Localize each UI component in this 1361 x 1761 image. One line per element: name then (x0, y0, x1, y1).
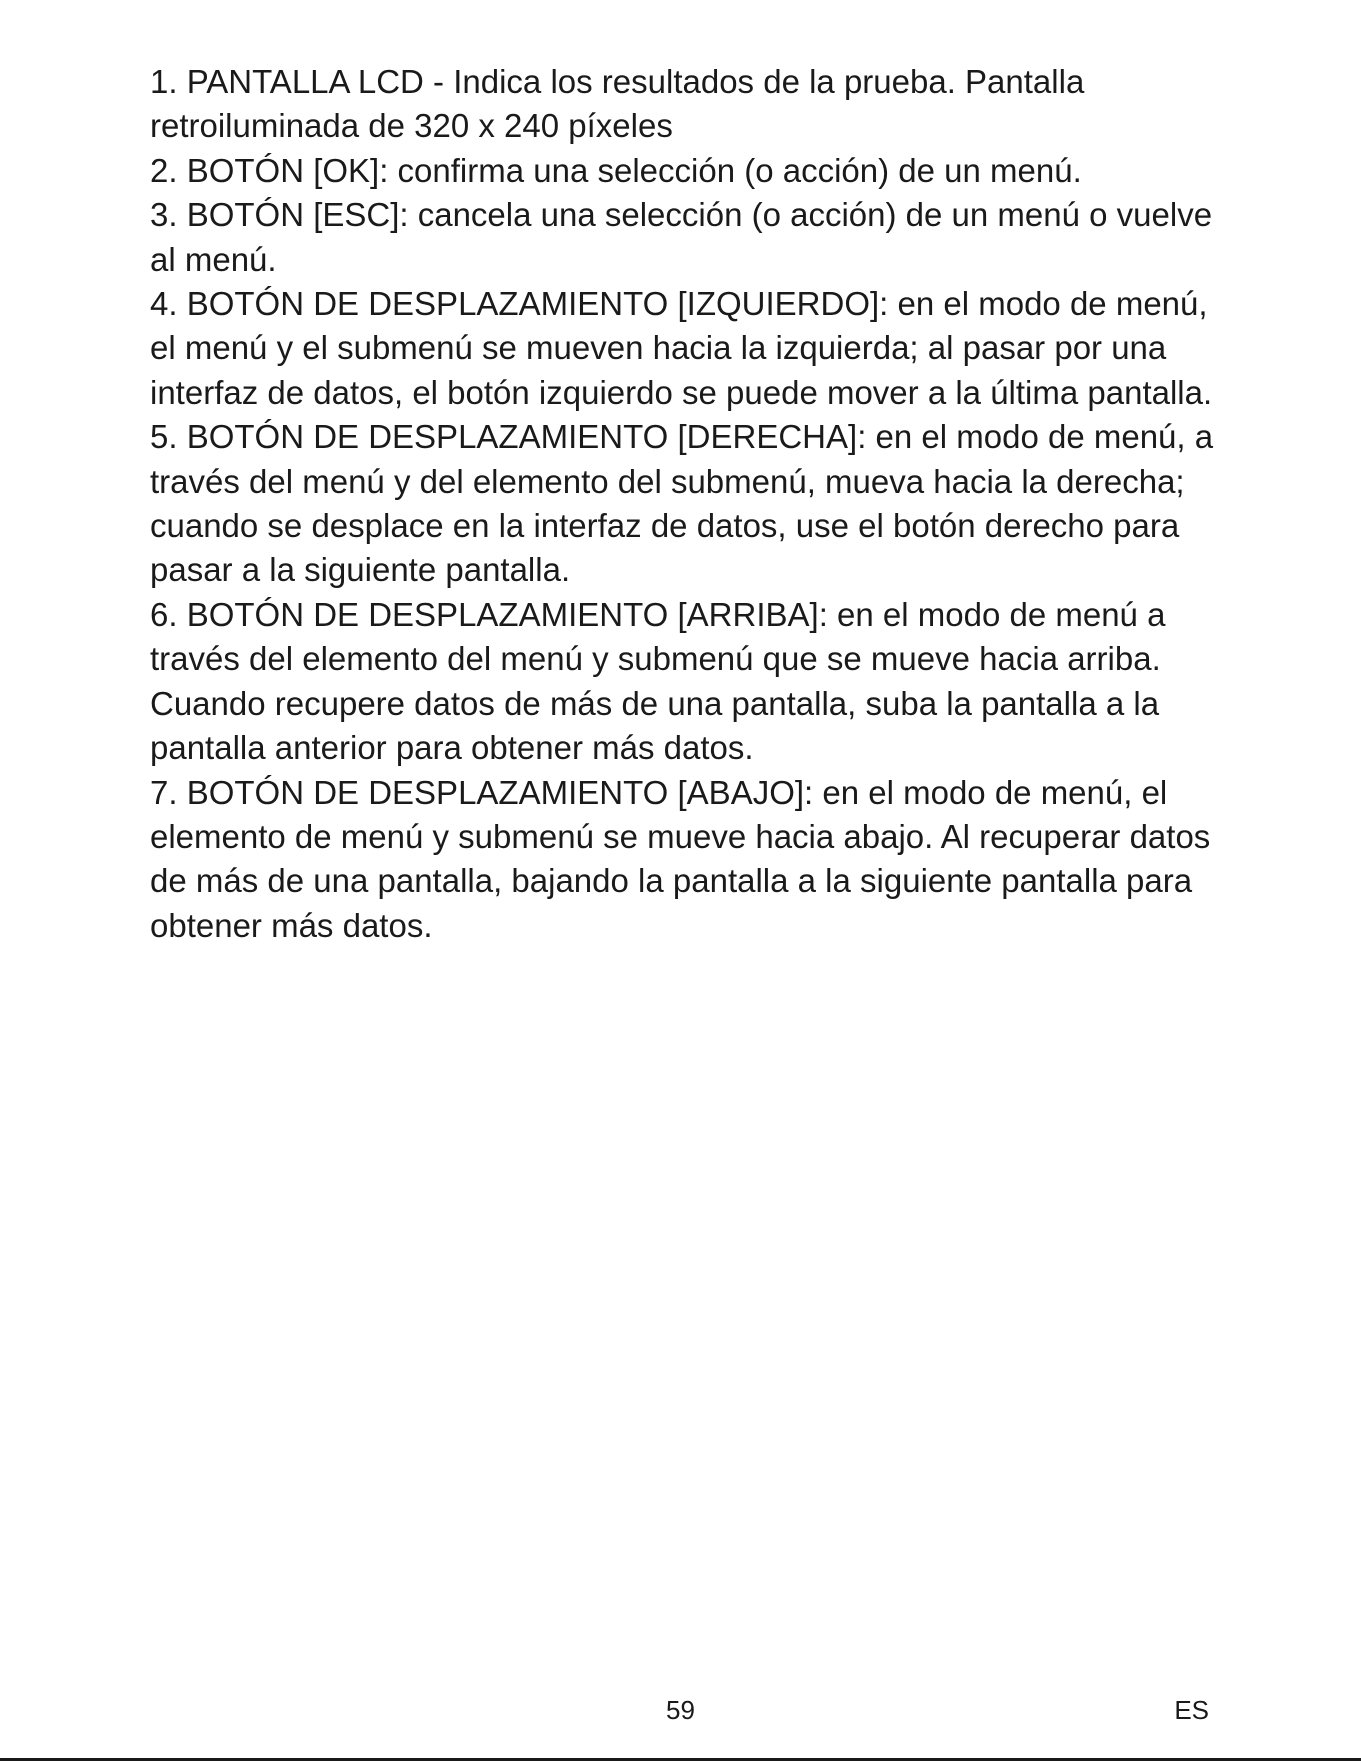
language-code: ES (1174, 1695, 1209, 1725)
button-description-list (150, 60, 1230, 948)
list-item-ok-button: 2. BOTÓN [OK]: confirma una selección (o acción) de un menú. (150, 151, 1082, 189)
list-item-lcd-screen: 1. PANTALLA LCD - Indica los resultados de la prueba. Pantalla retroiluminada de 320 x 240 píxeles (150, 63, 1085, 145)
page-number: 59 (666, 1695, 695, 1725)
list-item-left-scroll-button: 4. BOTÓN DE DESPLAZAMIENTO [IZQUIERDO]: en el modo de menú, el menú y el submenú se mueven hacia la izquierda; al pasar por una interfaz de datos, el botón izquierdo se puede mover a la última pantalla. (150, 285, 1213, 411)
list-item-up-scroll-button: 6. BOTÓN DE DESPLAZAMIENTO [ARRIBA]: en el modo de menú a través del elemento del menú y submenú que se mueve hacia arriba. Cuando recupere datos de más de una pantalla, suba la pantalla a la pantalla anterior para obtener más datos. (150, 595, 1166, 767)
list-item-right-scroll-button: 5. BOTÓN DE DESPLAZAMIENTO [DERECHA]: en el modo de menú, a través del menú y del elemento del submenú, mueva hacia la derecha; cuando se desplace en la interfaz de datos, use el botón derecho para pasar a la siguiente pantalla. (150, 418, 1214, 589)
list-item-down-scroll-button: 7. BOTÓN DE DESPLAZAMIENTO [ABAJO]: en el modo de menú, el elemento de menú y submenú se mueve hacia abajo. Al recuperar datos de más de una pantalla, bajando la pantalla a la siguiente pantalla para obtener más datos. (150, 773, 1211, 944)
list-item-esc-button: 3. BOTÓN [ESC]: cancela una selección (o acción) de un menú o vuelve al menú. (150, 196, 1213, 278)
